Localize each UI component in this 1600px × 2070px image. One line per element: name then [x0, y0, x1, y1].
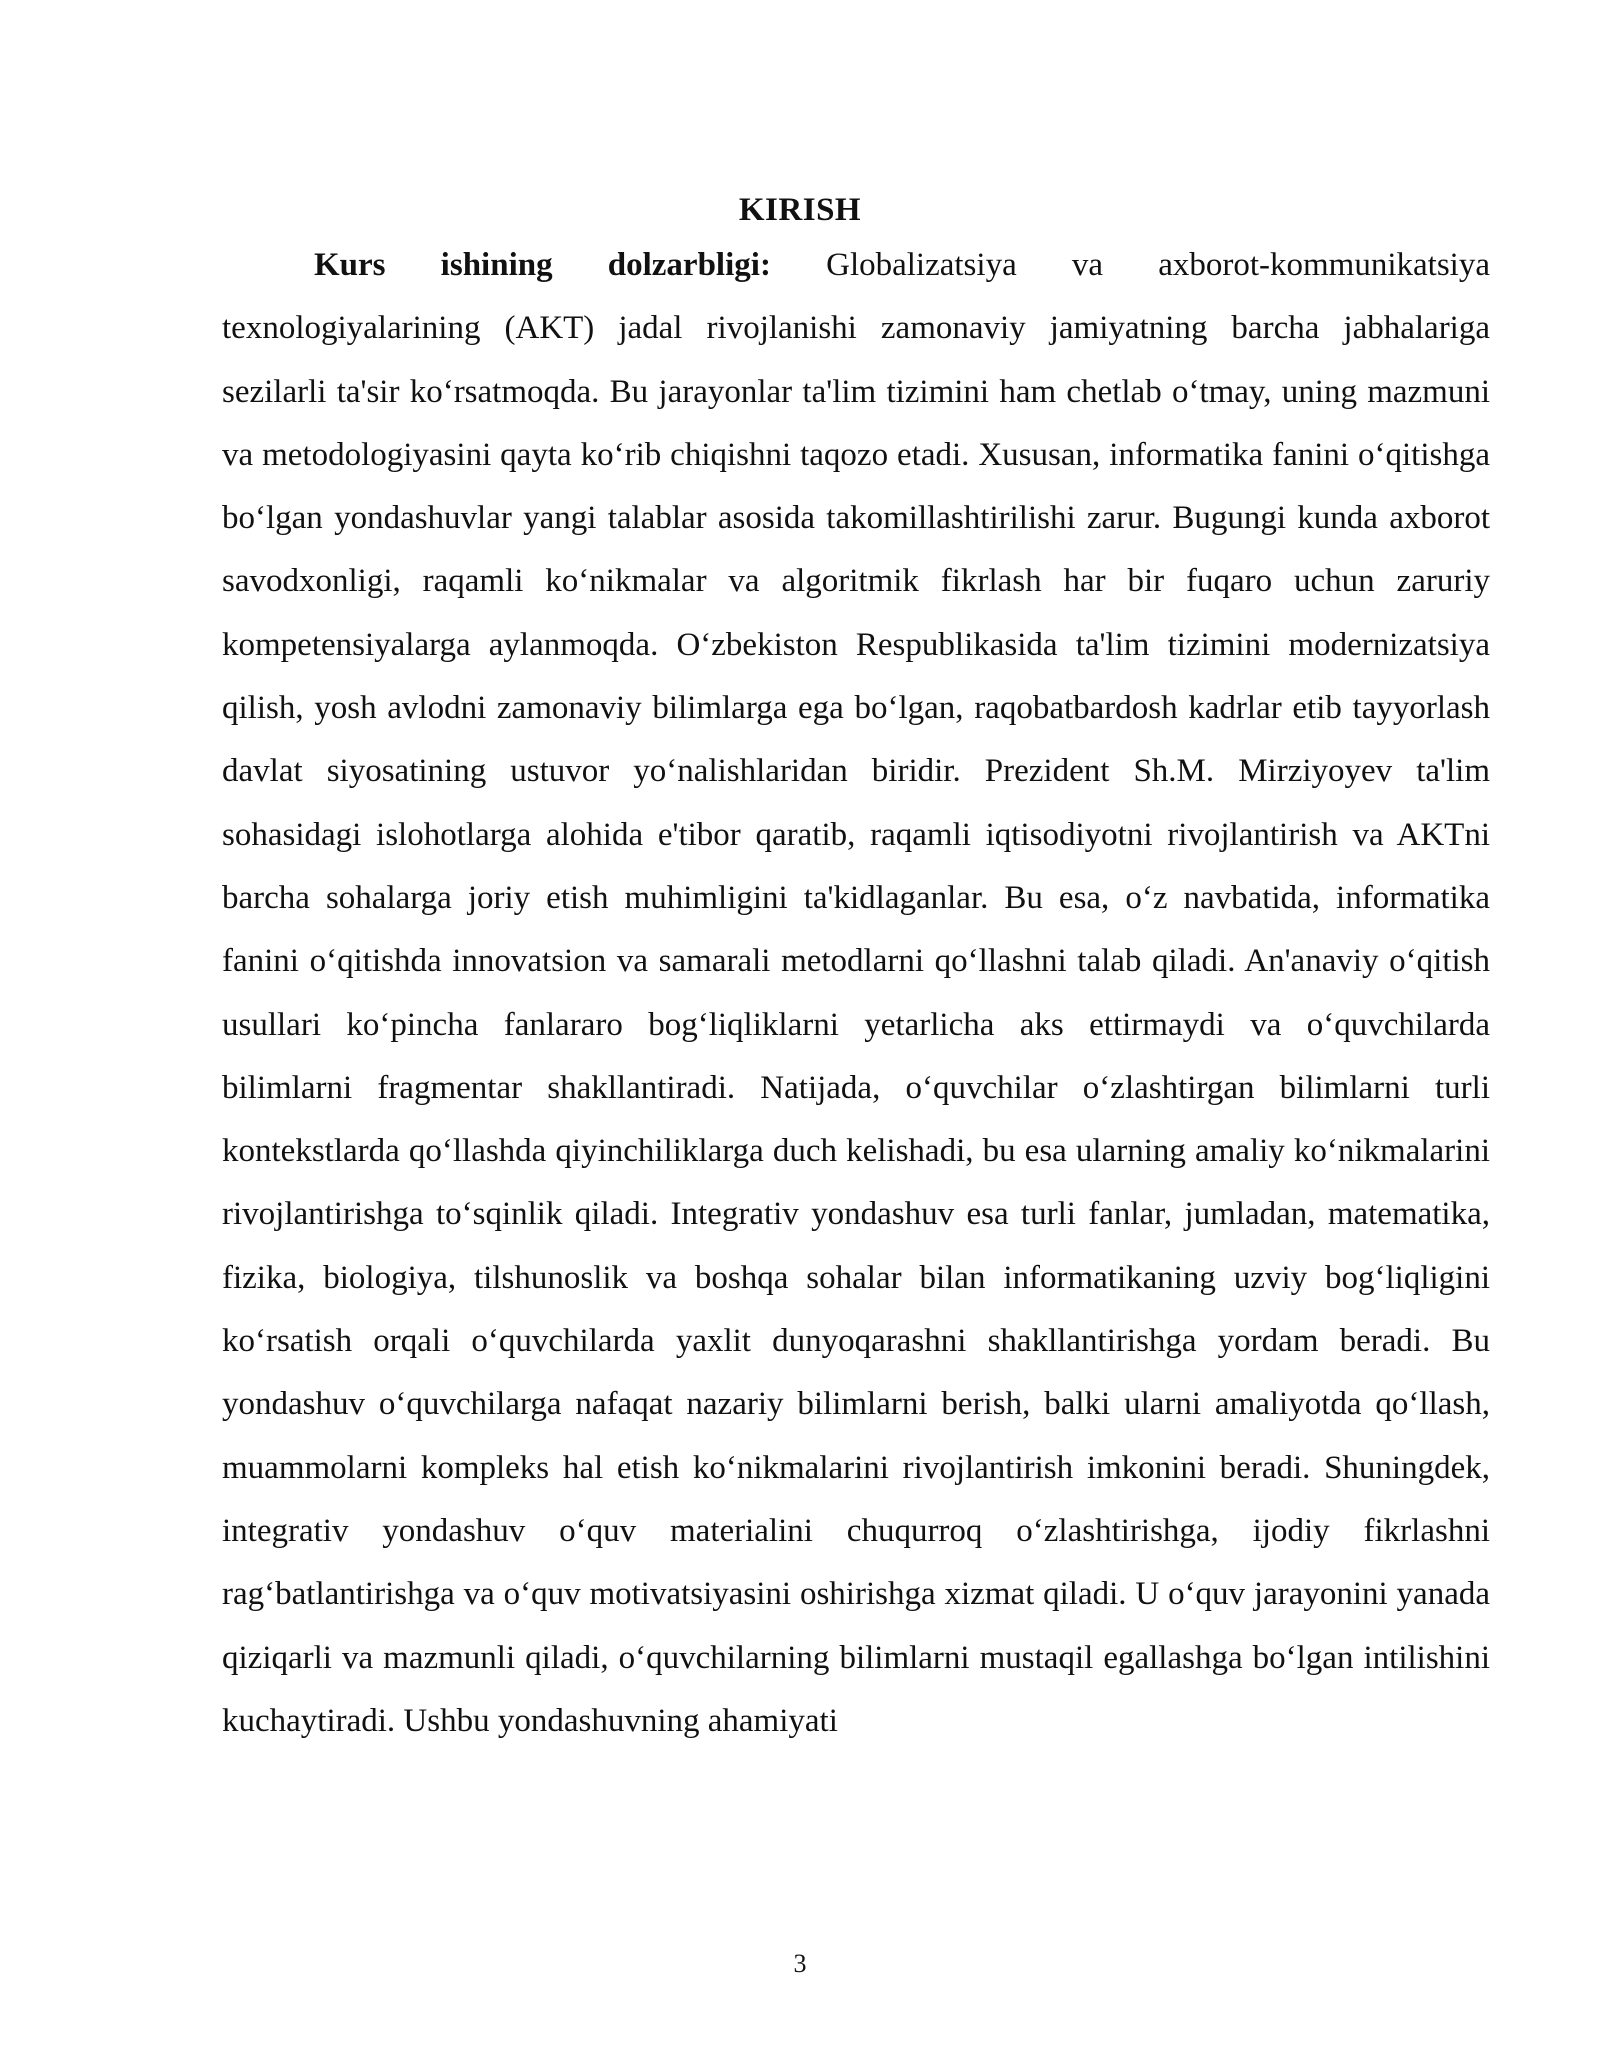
- body-paragraph: [222, 234, 1490, 1753]
- paragraph-lead: Kurs ishining dolzarbligi:: [314, 247, 771, 283]
- page-number: 3: [793, 1949, 807, 1978]
- section-title: KIRISH: [738, 192, 862, 228]
- paragraph-text: Globalizatsiya va axborot-kommunikatsiya texnologiyalarining (AKT) jadal rivojlanishi zamonaviy jamiyatning barcha jabhalariga sezilarli ta'sir ko‘rsatmoqda. Bu jarayonlar ta'lim tizimini ham chetlab o‘tmay, uning mazmuni va metodologiyasini qayta ko‘rib chiqishni taqozo etadi. Xususan, informatika fanini o‘qitishga bo‘lgan yondashuvlar yangi talablar asosida takomillashtirilishi zarur. Bugungi kunda axborot savodxonligi, raqamli ko‘nikmalar va algoritmik fikrlash har bir fuqaro uchun zaruriy kompetensiyalarga aylanmoqda. O‘zbekiston Respublikasida ta'lim tizimini modernizatsiya qilish, yosh avlodni zamonaviy bilimlarga ega bo‘lgan, raqobatbardosh kadrlar etib tayyorlash davlat siyosatining ustuvor yo‘nalishlaridan biridir. Prezident Sh.M. Mirziyoyev ta'lim sohasidagi islohotlarga alohida e'tibor qaratib, raqamli iqtisodiyotni rivojlantirish va AKTni barcha sohalarga joriy etish muhimligini ta'kidlaganlar. Bu esa, o‘z navbatida, informatika fanini o‘qitishda innovatsion va samarali metodlarni qo‘llashni talab qiladi. An'anaviy o‘qitish usullari ko‘pincha fanlararo bog‘liqliklarni yetarlicha aks ettirmaydi va o‘quvchilarda bilimlarni fragmentar shakllantiradi. Natijada, o‘quvchilar o‘zlashtirgan bilimlarni turli kontekstlarda qo‘llashda qiyinchiliklarga duch kelishadi, bu esa ularning amaliy ko‘nikmalarini rivojlantirishga to‘sqinlik qiladi. Integrativ yondashuv esa turli fanlar, jumladan, matematika, fizika, biologiya, tilshunoslik va boshqa sohalar bilan informatikaning uzviy bog‘liqligini ko‘rsatish orqali o‘quvchilarda yaxlit dunyoqarashni shakllantirishga yordam beradi. Bu yondashuv o‘quvchilarga nafaqat nazariy bilimlarni berish, balki ularni amaliyotda qo‘llash, muammolarni kompleks hal etish ko‘nikmalarini rivojlantirish imkonini beradi. Shuningdek, integrativ yondashuv o‘quv materialini chuqurroq o‘zlashtirishga, ijodiy fikrlashni rag‘batlantirishga va o‘quv motivatsiyasini oshirishga xizmat qiladi. U o‘quv jarayonini yanada qiziqarli va mazmunli qiladi, o‘quvchilarning bilimlarni mustaqil egallashga bo‘lgan intilishini kuchaytiradi. Ushbu yondashuvning ahamiyati: [222, 247, 1490, 1739]
